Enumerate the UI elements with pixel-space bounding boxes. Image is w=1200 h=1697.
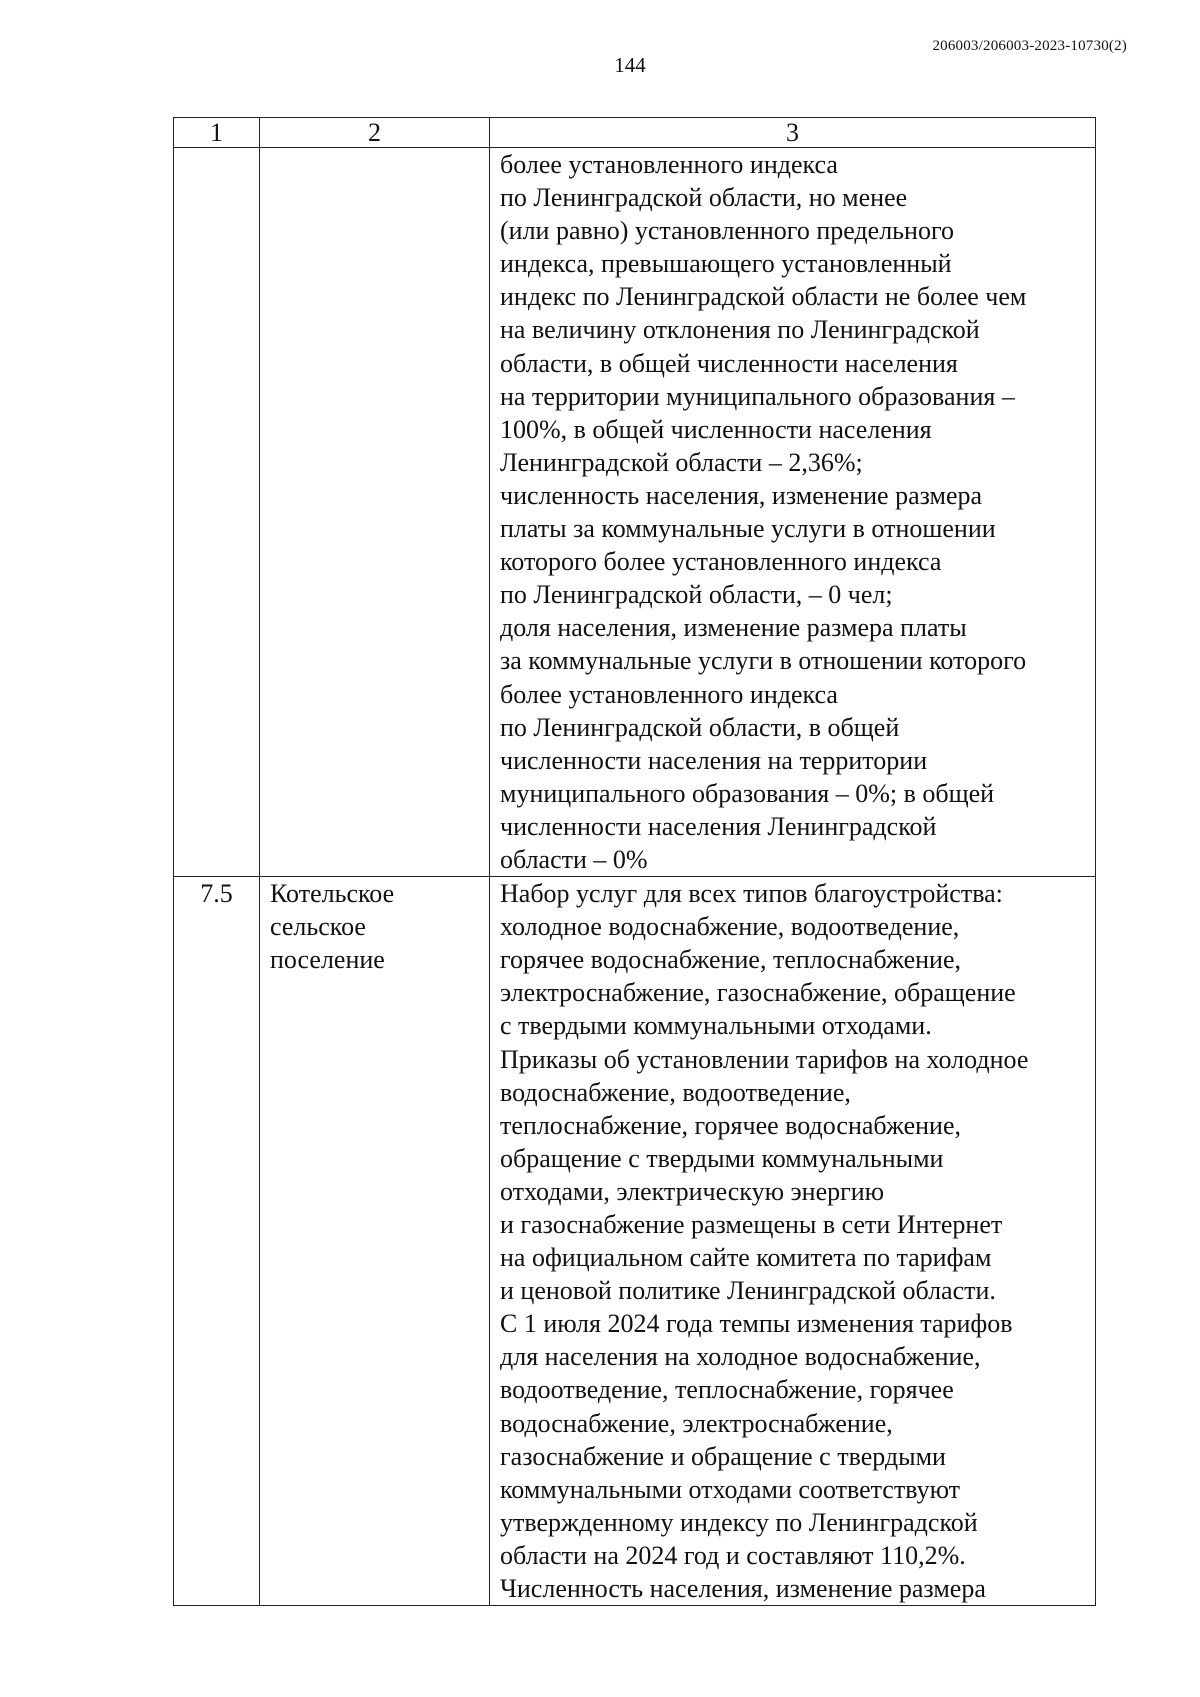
description-line: водоснабжение, водоотведение, (500, 1077, 851, 1107)
description-line: области, в общей численности населения (500, 348, 958, 378)
description-line: более установленного индекса (500, 150, 838, 179)
description-line: на территории муниципального образования – (500, 381, 1015, 411)
description-line: области на 2024 год и составляют 110,2%. (500, 1540, 966, 1570)
description-line: более установленного индекса (500, 679, 838, 709)
description-line: (или равно) установленного предельного (500, 216, 954, 246)
description-line: Набор услуг для всех типов благоустройства: (500, 879, 1003, 909)
column-header-2: 2 (260, 118, 490, 148)
description-line: платы за коммунальные услуги в отношении (500, 514, 996, 544)
description-line: 100%, в общей численности населения (500, 414, 932, 444)
column-header-1: 1 (174, 118, 260, 148)
description-line: за коммунальные услуги в отношении которого (500, 646, 1027, 676)
row-number-cell: 7.5 (174, 877, 260, 1606)
page-number: 144 (614, 53, 646, 77)
description-line: отходами, электрическую энергию (500, 1176, 885, 1206)
description-line: которого более установленного индекса (500, 547, 942, 577)
settlement-name-cell (260, 148, 490, 877)
description-line: водоотведение, теплоснабжение, горячее (500, 1375, 954, 1405)
description-line: утвержденному индексу по Ленинградской (500, 1507, 978, 1537)
column-header-3: 3 (490, 118, 1096, 148)
description-line: с твердыми коммунальными отходами. (500, 1011, 932, 1041)
description-line: и газоснабжение размещены в сети Интернет (500, 1210, 1003, 1239)
description-line: численности населения на территории (500, 745, 928, 775)
description-cell (490, 148, 1096, 877)
table-body (174, 148, 1096, 1606)
table-row (174, 877, 1096, 1606)
description-line: водоснабжение, электроснабжение, (500, 1408, 893, 1438)
description-cell (490, 877, 1096, 1606)
description-line: на официальном сайте комитета по тарифам (500, 1243, 992, 1273)
description-line: численность населения, изменение размера (500, 480, 983, 510)
description-line: индекс по Ленинградской области не более чем (500, 282, 1027, 312)
description-line: по Ленинградской области, но менее (500, 183, 908, 213)
description-line: теплоснабжение, горячее водоснабжение, (500, 1110, 962, 1140)
table-header-row (174, 118, 1096, 148)
description-line: и ценовой политике Ленинградской области. (500, 1276, 996, 1306)
description-line: С 1 июля 2024 года темпы изменения тарифов (500, 1309, 1013, 1339)
settlement-name-cell (260, 877, 490, 1606)
description-line: коммунальными отходами соответствуют (500, 1474, 961, 1504)
settlement-name-line: сельское (270, 912, 366, 942)
description-line: Приказы об установлении тарифов на холодное (500, 1044, 1029, 1074)
settlement-name-line: Котельское (270, 879, 395, 909)
description-line: муниципального образования – 0%; в общей (500, 778, 995, 808)
document-id: 206003/206003-2023-10730(2) (932, 38, 1127, 54)
description-line: обращение с твердыми коммунальными (500, 1143, 944, 1173)
description-line: по Ленинградской области, в общей (500, 712, 900, 742)
table-row (174, 148, 1096, 877)
description-line: газоснабжение и обращение с твердыми (500, 1441, 946, 1471)
description-line: индекса, превышающего установленный (500, 249, 952, 279)
description-line: на величину отклонения по Ленинградской (500, 315, 980, 345)
description-line: Ленинградской области – 2,36%; (500, 447, 863, 477)
description-line: области – 0% (500, 844, 648, 874)
description-line: для населения на холодное водоснабжение, (500, 1342, 981, 1372)
data-table (173, 117, 1096, 1606)
description-line: холодное водоснабжение, водоотведение, (500, 912, 960, 942)
description-line: по Ленинградской области, – 0 чел; (500, 580, 893, 610)
description-line: численности населения Ленинградской (500, 811, 937, 841)
row-number-cell (174, 148, 260, 877)
description-line: электроснабжение, газоснабжение, обращение (500, 978, 1016, 1008)
description-line: горячее водоснабжение, теплоснабжение, (500, 945, 962, 975)
description-line: доля населения, изменение размера платы (500, 613, 967, 643)
settlement-name-line: поселение (270, 945, 385, 975)
description-line: Численность населения, изменение размера (500, 1574, 986, 1604)
